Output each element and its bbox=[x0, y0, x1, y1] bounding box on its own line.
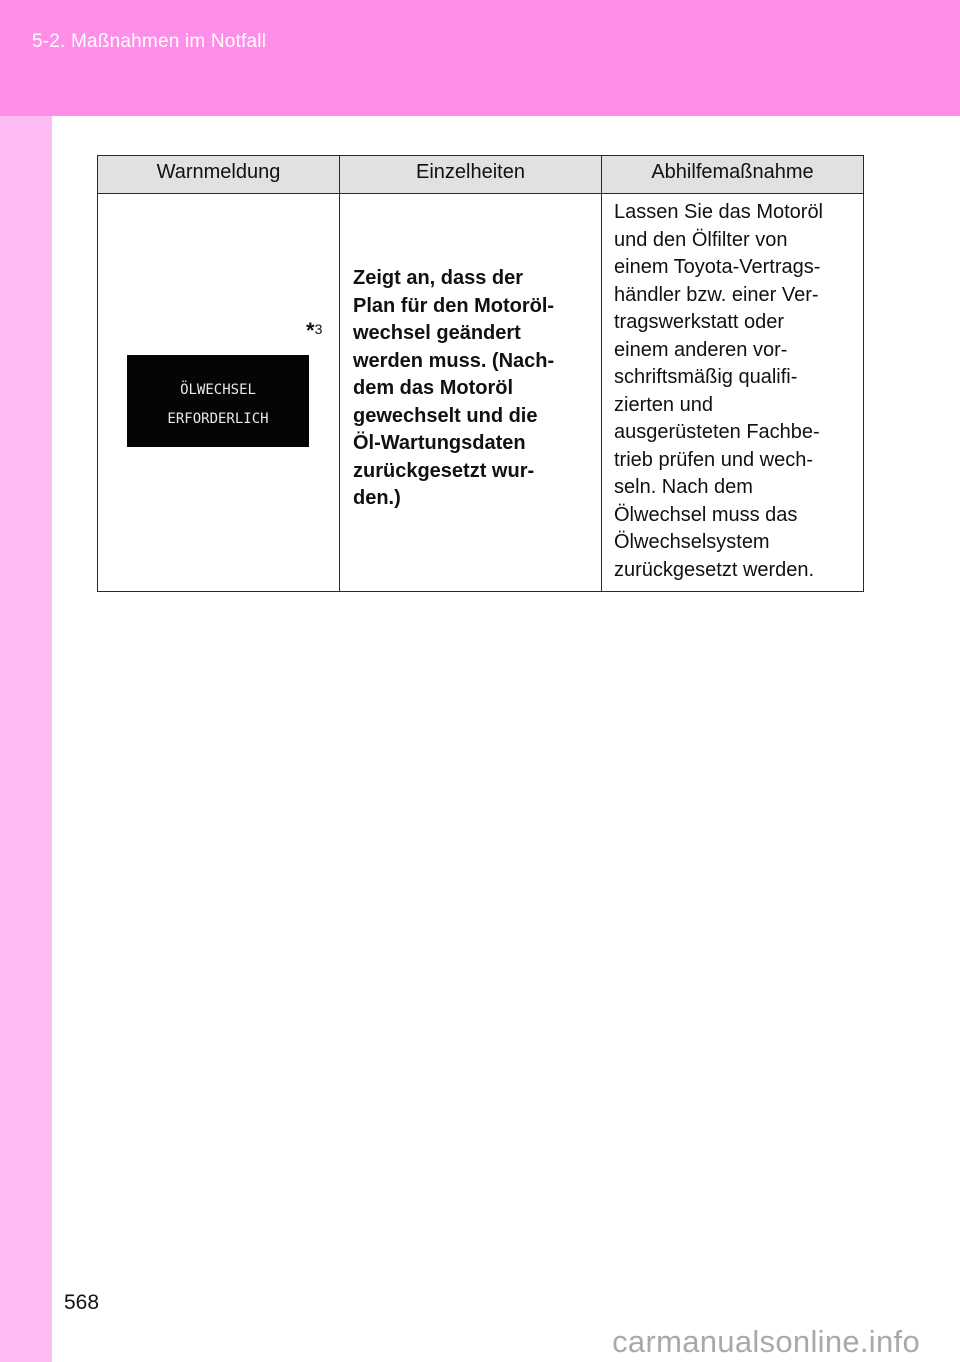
table-header-row bbox=[98, 156, 864, 194]
column-header-warning: Warnmeldung bbox=[98, 156, 340, 194]
details-text: Zeigt an, dass der Plan für den Motoröl- wechsel geändert werden muss. (Nach- dem das Motoröl gewechselt und die Öl-Wartungsdaten zurückgesetzt wur- den.) bbox=[353, 267, 555, 509]
footnote-marker bbox=[306, 318, 322, 344]
oil-change-display-image bbox=[127, 355, 309, 447]
watermark: carmanualsonline.info bbox=[612, 1324, 920, 1359]
footnote-number: 3 bbox=[314, 321, 323, 337]
side-band bbox=[0, 116, 52, 1362]
footnote-asterisk: * bbox=[306, 318, 315, 343]
section-title: 5-2. Maßnahmen im Notfall bbox=[32, 31, 267, 52]
warning-message-cell bbox=[98, 194, 340, 592]
display-line-1: ÖLWECHSEL bbox=[180, 382, 256, 398]
column-header-remedy: Abhilfemaßnahme bbox=[602, 156, 864, 194]
display-line-2: ERFORDERLICH bbox=[167, 411, 269, 427]
column-header-details: Einzelheiten bbox=[340, 156, 602, 194]
remedy-cell bbox=[602, 194, 864, 592]
header-band bbox=[0, 0, 960, 116]
table-row bbox=[98, 194, 864, 592]
page-number: 568 bbox=[64, 1291, 100, 1314]
remedy-text: Lassen Sie das Motoröl und den Ölfilter von einem Toyota-Vertrags- händler bzw. einer Ver- tragswerkstatt oder einem anderen vor- schriftsmäßig qualifi- zierten und ausgerüsteten Fachbe- trieb prüfen und wech- seln. Nach dem Ölwechsel muss das Ölwechselsystem zurückgesetzt werden. bbox=[614, 201, 824, 581]
details-cell bbox=[340, 194, 602, 592]
warning-table bbox=[97, 155, 864, 592]
